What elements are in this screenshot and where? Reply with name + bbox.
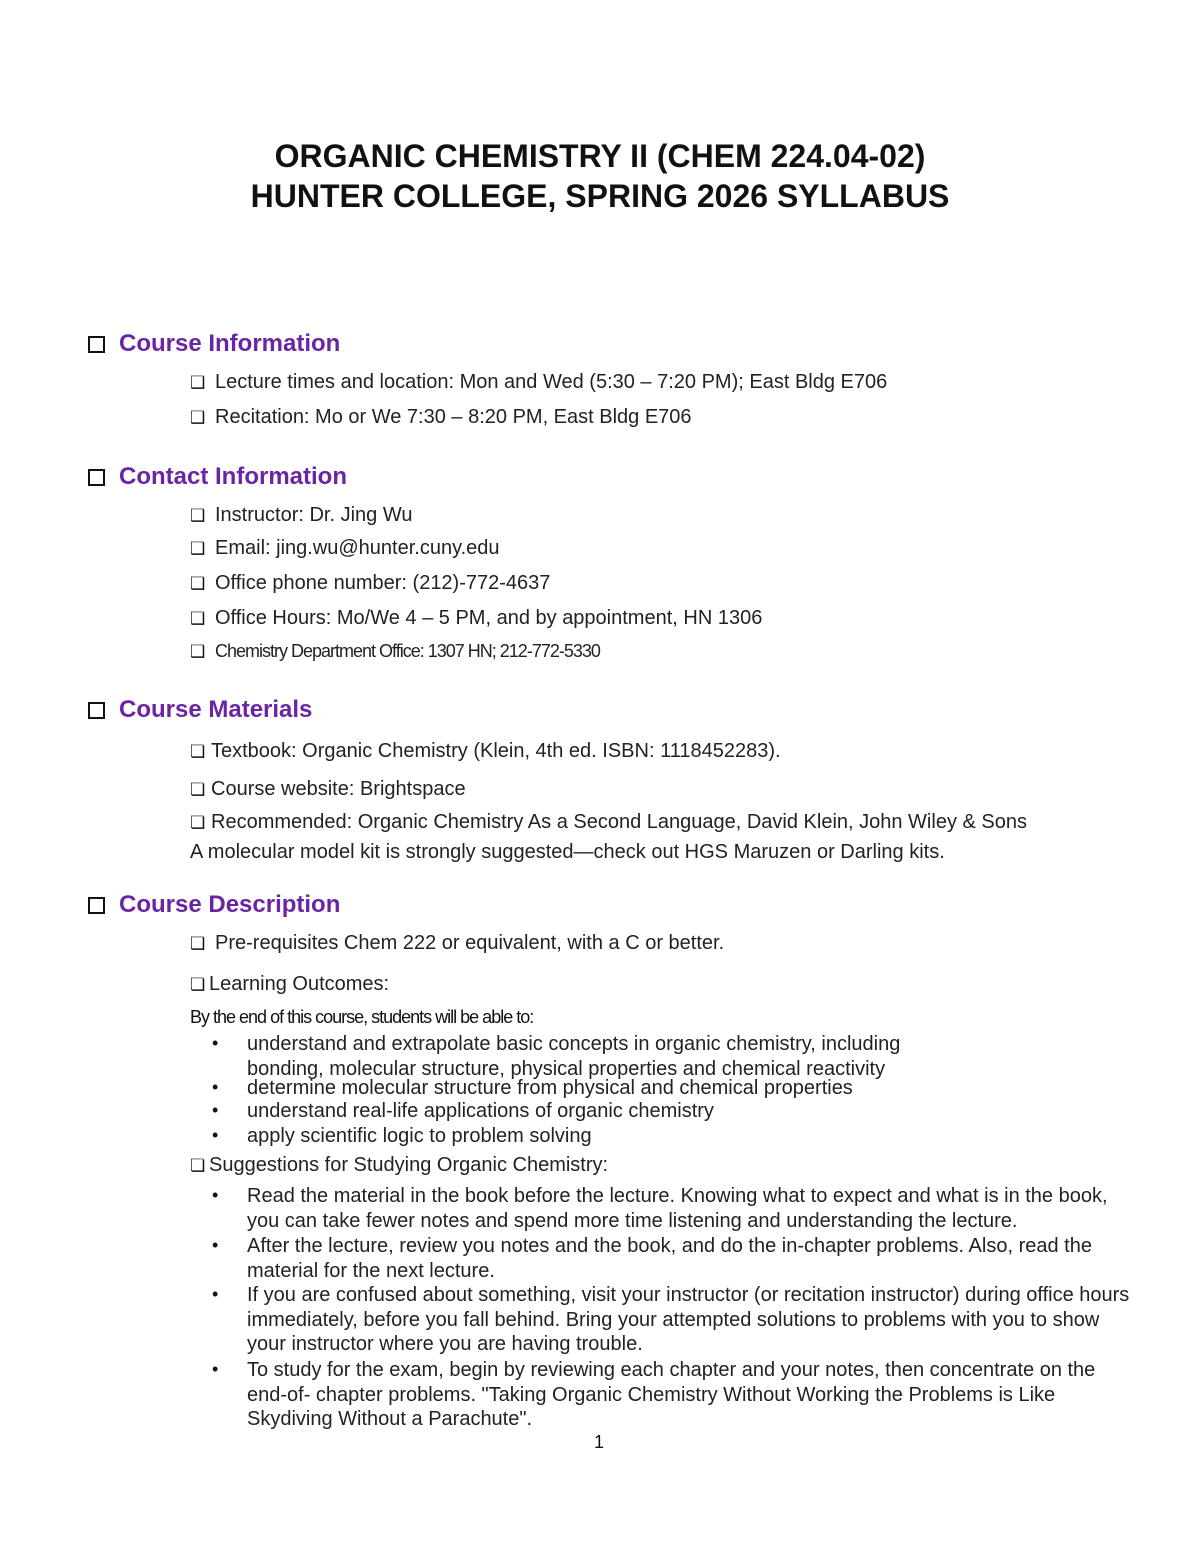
empty-checkbox-icon (88, 897, 105, 914)
bullet-icon: • (212, 1185, 219, 1205)
shadow-box-arrow-icon: ❑ (190, 933, 206, 953)
list-item-text: Office Hours: Mo/We 4 – 5 PM, and by appointment, HN 1306 (215, 607, 763, 629)
list-item-text: Learning Outcomes: (209, 973, 390, 995)
section-heading: Course Materials (119, 696, 313, 723)
bullet-icon: • (212, 1284, 219, 1304)
list-item (190, 1154, 608, 1177)
list-item-text: Chemistry Department Office: 1307 HN; 212-772-5330 (215, 641, 600, 661)
bullet-icon: • (212, 1100, 219, 1120)
shadow-box-arrow-icon: ❑ (190, 505, 206, 525)
list-item-text: Suggestions for Studying Organic Chemistry: (209, 1154, 609, 1176)
list-item (190, 641, 600, 662)
shadow-box-icon: ❏ (190, 974, 206, 994)
list-item-text: Pre-requisites Chem 222 or equivalent, with a C or better. (215, 932, 725, 954)
empty-checkbox-icon (88, 336, 105, 353)
list-item (190, 537, 500, 560)
list-item (190, 607, 762, 630)
section-heading: Course Description (119, 891, 341, 918)
list-item-text: Textbook: Organic Chemistry (Klein, 4th ed. ISBN: 1118452283). (211, 740, 781, 762)
recommended-label: Recommended: (211, 811, 353, 833)
outcomes-intro: By the end of this course, students will be able to: (190, 1007, 534, 1027)
list-item (190, 973, 389, 996)
list-item-text: Office phone number: (212)-772-4637 (215, 572, 551, 594)
outcome-item: apply scientific logic to problem solving (247, 1125, 592, 1147)
list-item (190, 932, 724, 955)
section-heading: Course Information (119, 330, 341, 357)
email-text: Email: jing.wu@hunter.cuny.edu (215, 537, 500, 559)
bullet-icon: • (212, 1359, 219, 1379)
list-item-text: Instructor: Dr. Jing Wu (215, 504, 413, 526)
shadow-box-arrow-icon: ❑ (190, 372, 206, 392)
bullet-icon: • (212, 1125, 219, 1145)
model-kit-note: A molecular model kit is strongly suggested—check out HGS Maruzen or Darling kits. (190, 841, 945, 863)
suggestion-item: To study for the exam, begin by reviewing each chapter and your notes, then concentrate on the end-of- chapter problems. "Taking Organic Chemistry Without Working the Problems is Like Skydiving Without a Parachute". (247, 1359, 1096, 1430)
list-item (190, 504, 412, 527)
list-item-text: Recitation: Mo or We 7:30 – 8:20 PM, East Bldg E706 (215, 406, 692, 428)
list-item (190, 406, 692, 429)
empty-checkbox-icon (88, 702, 105, 719)
bullet-icon: • (212, 1235, 219, 1255)
list-item-text: Course website: Brightspace (211, 778, 466, 800)
suggestion-item: Read the material in the book before the lecture. Knowing what to expect and what is in the book, you can take fewer notes and spend more time listening and understanding the lecture. (247, 1185, 1108, 1232)
suggestion-item: If you are confused about something, visit your instructor (or recitation instructor) during office hours immediately, before you fall behind. Bring your attempted solutions to problems with you to show your instructor where you are having trouble. (247, 1284, 1130, 1355)
section-course-description (88, 891, 340, 919)
outcome-item: understand and extrapolate basic concepts in organic chemistry, including bonding, molecular structure, physical properties and chemical reactivity (247, 1033, 901, 1080)
list-item (190, 572, 550, 595)
list-item (190, 811, 1027, 834)
list-item (190, 371, 887, 394)
bullet-icon: • (212, 1077, 219, 1097)
list-item-text: Organic Chemistry As a Second Language, David Klein, John Wiley & Sons (352, 811, 1027, 833)
shadow-box-icon: ❏ (190, 1155, 206, 1175)
shadow-box-arrow-icon: ❑ (190, 538, 206, 558)
section-contact-information (88, 463, 347, 491)
suggestion-item: After the lecture, review you notes and the book, and do the in-chapter problems. Also, read the material for the next lecture. (247, 1235, 1092, 1282)
shadow-box-arrow-icon: ❑ (190, 641, 206, 661)
list-item (190, 778, 466, 801)
page-number: 1 (594, 1432, 605, 1452)
shadow-box-icon: ❏ (190, 812, 206, 832)
shadow-box-icon: ❏ (190, 741, 206, 761)
shadow-box-arrow-icon: ❑ (190, 608, 206, 628)
shadow-box-icon: ❏ (190, 779, 206, 799)
shadow-box-arrow-icon: ❑ (190, 573, 206, 593)
section-course-materials (88, 696, 312, 724)
page-title-line-2: HUNTER COLLEGE, SPRING 2026 SYLLABUS (250, 178, 950, 214)
bullet-icon: • (212, 1033, 219, 1053)
list-item-text: Lecture times and location: Mon and Wed (5:30 – 7:20 PM); East Bldg E706 (215, 371, 888, 393)
outcome-item: determine molecular structure from physical and chemical properties (247, 1077, 853, 1099)
outcome-item: understand real-life applications of organic chemistry (247, 1100, 714, 1122)
page-title-line-1: ORGANIC CHEMISTRY II (CHEM 224.04-02) (274, 138, 926, 174)
shadow-box-arrow-icon: ❑ (190, 407, 206, 427)
empty-checkbox-icon (88, 469, 105, 486)
list-item (190, 740, 781, 763)
section-heading: Contact Information (119, 463, 347, 490)
section-course-information (88, 330, 340, 358)
